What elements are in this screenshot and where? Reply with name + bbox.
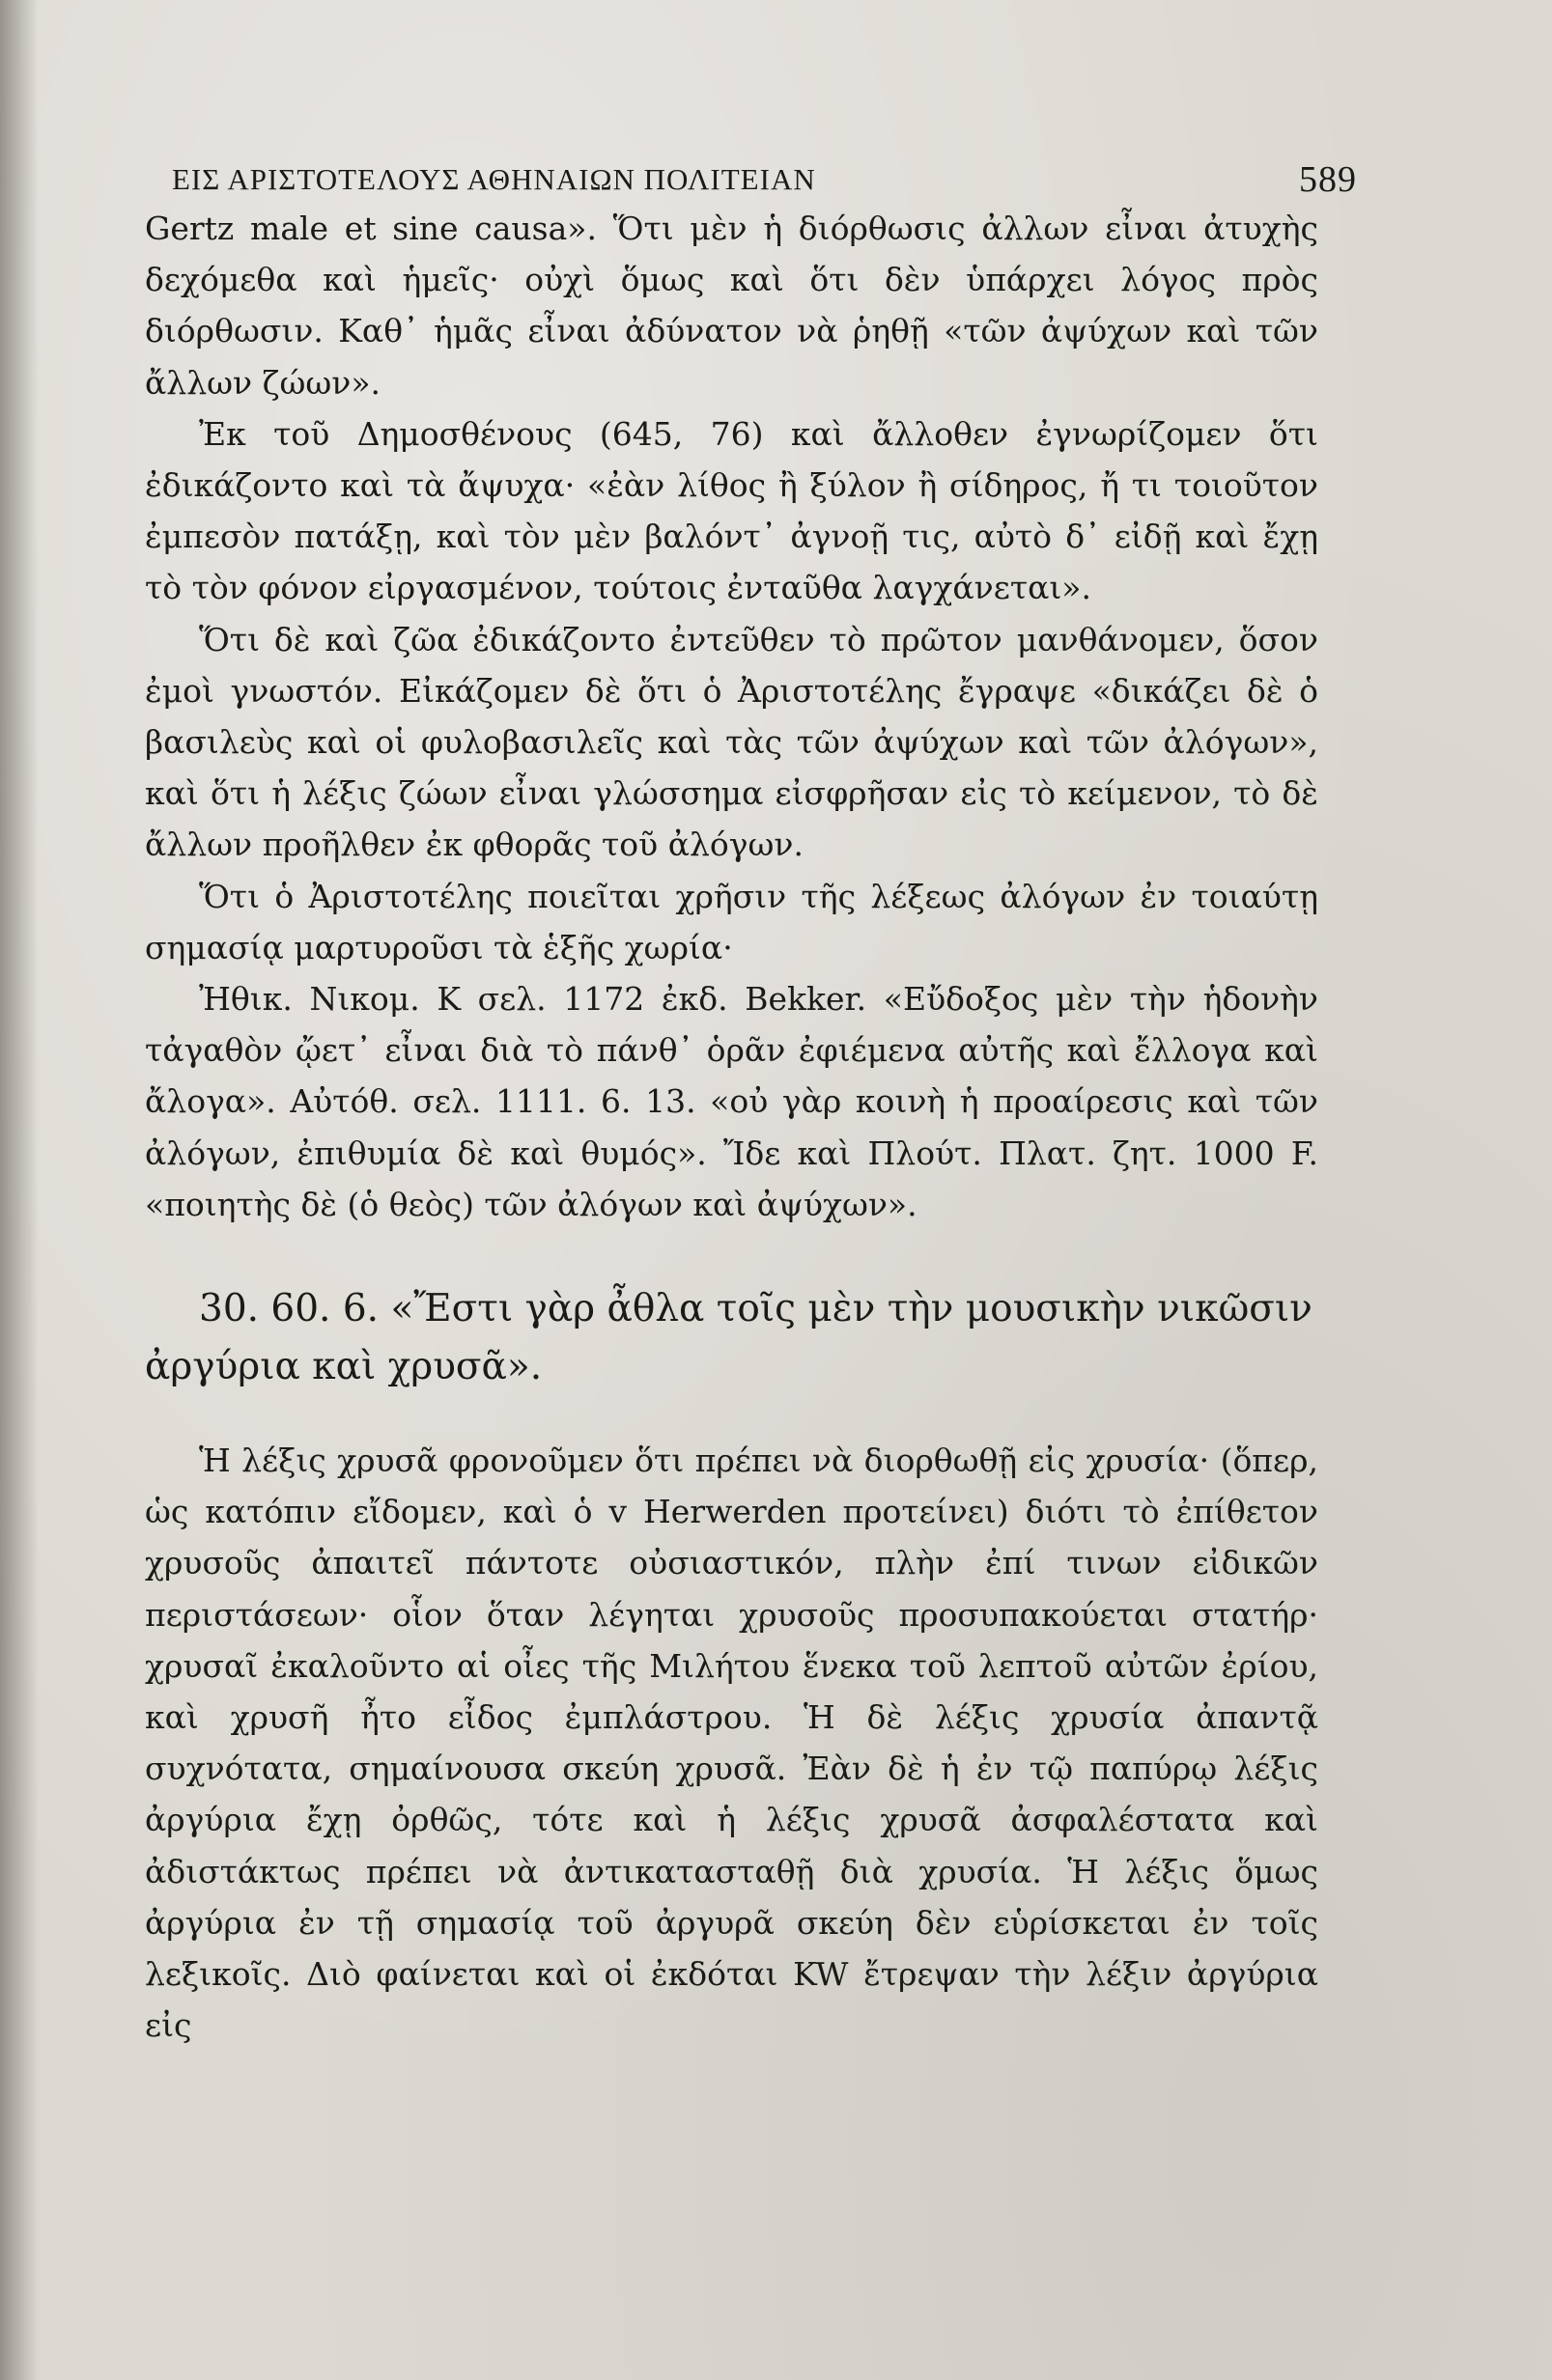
running-head <box>145 145 1357 203</box>
page-number: 589 <box>1299 159 1357 200</box>
paragraph-4: Ὅτι ὁ Ἀριστοτέλης ποιεῖται χρῆσιν τῆς λέξεως ἀλόγων ἐν τοιαύτῃ σημασίᾳ μαρτυροῦσι τὰ ἑξῆς χωρία· <box>145 877 1318 966</box>
paragraph-3: Ὅτι δὲ καὶ ζῶα ἐδικάζοντο ἐντεῦθεν τὸ πρῶτον μανθάνομεν, ὅσον ἐμοὶ γνωστόν. Εἰκάζομεν δὲ ὅτι ὁ Ἀριστοτέλης ἔγραψε «δικάζει δὲ ὁ βασιλεὺς καὶ οἱ φυλοβασιλεῖς καὶ τὰς τῶν ἀψύχων καὶ τῶν ἀλόγων», καὶ ὅτι ἡ λέξις ζώων εἶναι γλώσσημα εἰσφρῆσαν εἰς τὸ κείμενον, τὸ δὲ ἄλλων προῆλθεν ἐκ φθορᾶς τοῦ ἀλόγων. <box>145 620 1318 864</box>
section-heading: 30. 60. 6. «Ἔστι γὰρ ἆθλα τοῖς μὲν τὴν μουσικὴν νικῶσιν ἀργύρια καὶ χρυσᾶ». <box>145 1287 1312 1389</box>
paragraph-5: Ἠθικ. Νικομ. Κ σελ. 1172 ἐκδ. Bekker. «Εὔδοξος μὲν τὴν ἡδονὴν τἀγαθὸν ᾤετ᾽ εἶναι διὰ τὸ πάνθ᾽ ὁρᾶν ἐφιέμενα αὐτῆς καὶ ἔλλογα καὶ ἄλογα». Αὐτόθ. σελ. 1111. 6. 13. «οὐ γὰρ κοινὴ ἡ προαίρεσις καὶ τῶν ἀλόγων, ἐπιθυμία δὲ καὶ θυμός». Ἴδε καὶ Πλούτ. Πλατ. ζητ. 1000 F. «ποιητὴς δὲ (ὁ θεὸς) τῶν ἀλόγων καὶ ἀψύχων». <box>145 980 1318 1223</box>
paragraph-1: Gertz male et sine causa». Ὅτι μὲν ἡ διόρθωσις ἀλλων εἶναι ἀτυχὴς δεχόμεθα καὶ ἡμεῖς· οὐχὶ ὅμως καὶ ὅτι δὲν ὑπάρχει λόγος πρὸς διόρθωσιν. Καθ᾽ ἡμᾶς εἶναι ἀδύνατον νὰ ῥηθῇ «τῶν ἀψύχων καὶ τῶν ἄλλων ζώων». <box>145 210 1318 402</box>
text-block <box>145 145 1357 2052</box>
gutter-shadow <box>0 0 39 2380</box>
running-title: ΕΙΣ ΑΡΙΣΤΟΤΕΛΟΥΣ ΑΘΗΝΑΙΩΝ ΠΟΛΙΤΕΙΑΝ <box>172 162 816 196</box>
paragraph-2: Ἐκ τοῦ Δημοσθένους (645, 76) καὶ ἄλλοθεν ἐγνωρίζομεν ὅτι ἐδικάζοντο καὶ τὰ ἄψυχα· «ἐὰν λίθος ἢ ξύλον ἢ σίδηρος, ἤ τι τοιοῦτον ἐμπεσὸν πατάξῃ, καὶ τὸν μὲν βαλόντ᾽ ἀγνοῇ τις, αὐτὸ δ᾽ εἰδῇ καὶ ἔχῃ τὸ τὸν φόνον εἰργασμένον, τούτοις ἐνταῦθα λαγχάνεται». <box>145 414 1318 607</box>
section-gap-2 <box>145 1396 1318 1435</box>
section-gap <box>145 1230 1318 1280</box>
paragraph-last: Ἡ λέξις χρυσᾶ φρονοῦμεν ὅτι πρέπει νὰ διορθωθῇ εἰς χρυσία· (ὅπερ, ὡς κατόπιν εἴδομεν, καὶ ὁ v Herwerden προτείνει) διότι τὸ ἐπίθετον χρυσοῦς ἀπαιτεῖ πάντοτε οὐσιαστικόν, πλὴν ἐπί τινων εἰδικῶν περιστάσεων· οἷον ὅταν λέγηται χρυσοῦς προσυπακούεται στατήρ· χρυσαῖ ἐκαλοῦντο αἱ οἶες τῆς Μιλήτου ἕνεκα τοῦ λεπτοῦ αὐτῶν ἐρίου, καὶ χρυσῆ ἦτο εἶδος ἐμπλάστρου. Ἡ δὲ λέξις χρυσία ἀπαντᾷ συχνότατα, σημαίνουσα σκεύη χρυσᾶ. Ἐὰν δὲ ἡ ἐν τῷ παπύρῳ λέξις ἀργύρια ἔχῃ ὀρθῶς, τότε καὶ ἡ λέξις χρυσᾶ ἀσφαλέστατα καὶ ἀδιστάκτως πρέπει νὰ ἀντικατασταθῇ διὰ χρυσία. Ἡ λέξις ὅμως ἀργύρια ἐν τῇ σημασίᾳ τοῦ ἀργυρᾶ σκεύη δὲν εὑρίσκεται ἐν τοῖς λεξικοῖς. Διὸ φαίνεται καὶ οἱ ἐκδόται KW ἔτρεψαν τὴν λέξιν ἀργύρια εἰς <box>145 1442 1318 2045</box>
